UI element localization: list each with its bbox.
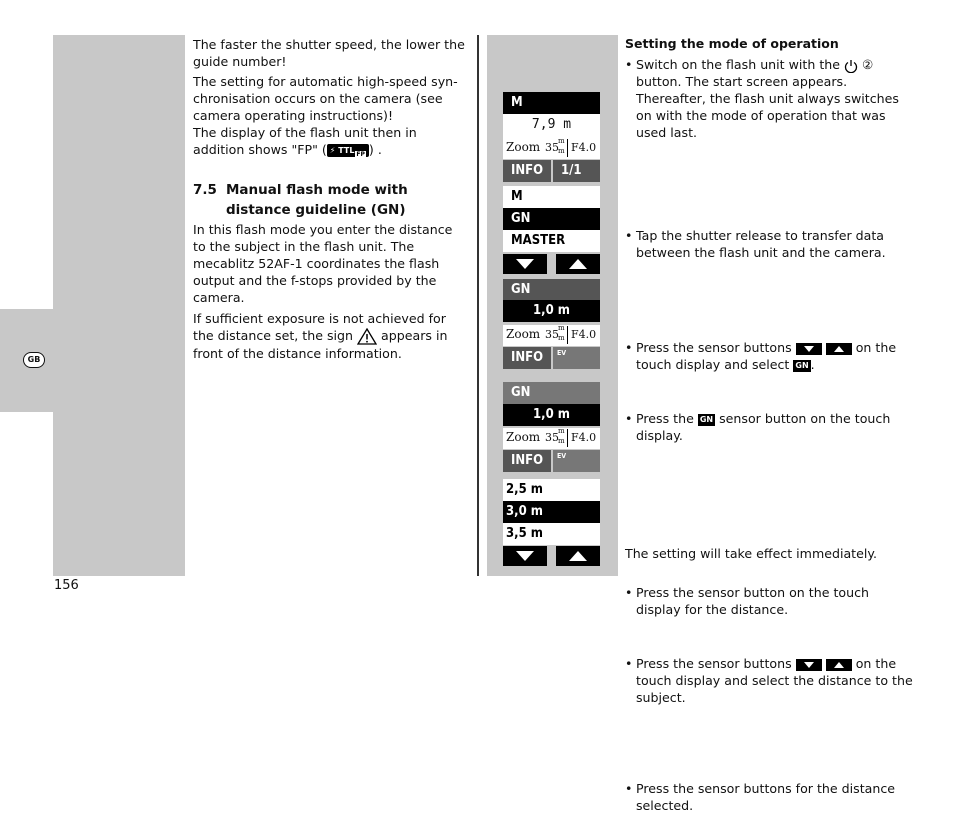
distance-readout[interactable]: 1,0 m bbox=[503, 300, 600, 322]
arrow-down-icon bbox=[503, 546, 547, 566]
instruction-item bbox=[625, 339, 911, 373]
section-title: Manual flash mode with distance guideline (GN) bbox=[226, 182, 408, 218]
mode-bar[interactable]: M bbox=[503, 92, 600, 114]
zoom-label: Zoom bbox=[506, 327, 541, 341]
instruction-item bbox=[625, 780, 906, 814]
instruction-text: Press the sensor buttons bbox=[636, 656, 792, 671]
flash-icon: ⚡ bbox=[329, 146, 336, 155]
distance-option-selected[interactable]: 3,0 m bbox=[503, 501, 600, 523]
gn-badge: GN bbox=[699, 414, 714, 424]
ttl-fp-icon bbox=[327, 144, 369, 157]
warning-triangle-icon bbox=[357, 328, 377, 345]
info-button[interactable]: INFO bbox=[503, 450, 551, 472]
zoom-unit: m bbox=[558, 334, 565, 342]
divider bbox=[567, 429, 568, 447]
bullet: • bbox=[625, 411, 633, 426]
menu-item-master[interactable]: MASTER bbox=[503, 230, 600, 252]
mode-bar[interactable]: GN bbox=[503, 382, 600, 404]
left-margin-panel bbox=[53, 35, 185, 576]
zoom-label: Zoom bbox=[506, 430, 541, 444]
paragraph-text: The display of the flash unit then in addition shows "FP" ( bbox=[193, 125, 417, 157]
zoom-unit: m bbox=[558, 324, 565, 332]
instruction-item bbox=[625, 227, 906, 261]
zoom-unit: m bbox=[558, 427, 565, 435]
distance-readout[interactable]: 1,0 m bbox=[503, 404, 600, 426]
instruction-text: on the touch display and select bbox=[636, 340, 897, 372]
zoom-row bbox=[503, 428, 600, 449]
paragraph: The setting for automatic high-speed syn-chronisation occurs on the camera (see camera operating instructions)! bbox=[193, 74, 458, 123]
arrow-up-button[interactable] bbox=[556, 254, 600, 274]
arrow-up-icon bbox=[556, 254, 600, 274]
bullet: • bbox=[625, 228, 633, 243]
page-number: 156 bbox=[54, 578, 79, 593]
mode-bar[interactable]: GN bbox=[503, 279, 600, 301]
info-button[interactable]: INFO bbox=[503, 347, 551, 369]
ev-button[interactable]: EV bbox=[553, 347, 600, 369]
instruction-text: Press the sensor button on the touch display for the distance. bbox=[636, 585, 869, 617]
zoom-value: 35 bbox=[545, 141, 559, 154]
zoom-value: 35 bbox=[545, 431, 559, 444]
bullet: • bbox=[625, 656, 633, 671]
instruction-text: Switch on the flash unit with the bbox=[636, 57, 840, 72]
gn-badge: GN bbox=[795, 360, 809, 370]
bullet: • bbox=[625, 340, 633, 355]
paragraph: The faster the shutter speed, the lower the guide number! bbox=[193, 37, 465, 69]
ttl-label: TTL bbox=[338, 146, 355, 155]
menu-item-m[interactable]: M bbox=[503, 186, 600, 208]
arrow-down-icon bbox=[503, 254, 547, 274]
instruction-text: Press the bbox=[636, 411, 694, 426]
zoom-unit: m bbox=[558, 147, 565, 155]
paragraph-text: ) . bbox=[368, 142, 382, 157]
instruction-text: button. The start screen appears. Thereafter, the flash unit always switches on with the mode of operation that was used last. bbox=[636, 74, 899, 140]
column-divider bbox=[477, 35, 479, 576]
instruction-text: . bbox=[810, 357, 815, 372]
distance-option[interactable]: 2,5 m bbox=[503, 479, 600, 501]
aperture-value: F4.0 bbox=[571, 141, 597, 154]
arrow-down-icon bbox=[796, 659, 822, 671]
instruction-item bbox=[625, 410, 911, 444]
instruction-text: Press the sensor buttons bbox=[636, 340, 792, 355]
zoom-unit: m bbox=[558, 437, 565, 445]
section-subheading: Setting the mode of operation bbox=[625, 36, 839, 51]
menu-item-gn[interactable]: GN bbox=[503, 208, 600, 230]
section-heading bbox=[193, 180, 465, 220]
zoom-unit: m bbox=[558, 137, 565, 145]
paragraph: In this flash mode you enter the distance to the subject in the flash unit. The mecablitz 52AF-1 coordinates the flash output and the f-stops provided by the camera. bbox=[193, 222, 453, 305]
closing-note: The setting will take effect immediately. bbox=[625, 546, 878, 561]
aperture-value: F4.0 bbox=[571, 328, 597, 341]
zoom-label: Zoom bbox=[506, 140, 541, 154]
zoom-value: 35 bbox=[545, 328, 559, 341]
ratio-button[interactable]: 1/1 bbox=[553, 160, 600, 182]
arrow-down-icon bbox=[796, 343, 822, 355]
instruction-item bbox=[625, 584, 906, 618]
bullet: • bbox=[625, 585, 633, 600]
left-column bbox=[193, 36, 465, 362]
circled-number: ② bbox=[862, 57, 874, 72]
aperture-value: F4.0 bbox=[571, 431, 597, 444]
zoom-row bbox=[503, 325, 600, 346]
arrow-up-icon bbox=[826, 343, 852, 355]
distance-readout: 7,9 m bbox=[503, 114, 600, 138]
distance-option[interactable]: 3,5 m bbox=[503, 523, 600, 545]
instruction-text: Press the sensor buttons for the distance selected. bbox=[636, 781, 896, 813]
info-button[interactable]: INFO bbox=[503, 160, 551, 182]
instruction-item bbox=[625, 655, 914, 706]
power-icon bbox=[844, 59, 858, 73]
paragraph-text: If sufficient exposure is not achieved for the distance set, the sign bbox=[193, 311, 446, 343]
arrow-up-icon bbox=[556, 546, 600, 566]
instruction-text: Tap the shutter release to transfer data between the flash unit and the camera. bbox=[636, 228, 886, 260]
paragraph bbox=[193, 124, 465, 158]
arrow-down-button[interactable] bbox=[503, 254, 547, 274]
zoom-row bbox=[503, 138, 600, 159]
fp-label: FP bbox=[356, 150, 365, 158]
divider bbox=[567, 139, 568, 157]
divider bbox=[567, 326, 568, 344]
bullet: • bbox=[625, 781, 633, 796]
bullet: • bbox=[625, 57, 633, 72]
paragraph bbox=[193, 310, 465, 362]
section-number: 7.5 bbox=[193, 182, 217, 198]
arrow-down-button[interactable] bbox=[503, 546, 547, 566]
instruction-text: on the touch display and select the distance to the subject. bbox=[636, 656, 913, 705]
paragraph-text: appears in front of the distance information. bbox=[193, 328, 448, 361]
ev-button[interactable]: EV bbox=[553, 450, 600, 472]
arrow-up-icon bbox=[826, 659, 852, 671]
language-badge: GB bbox=[23, 352, 45, 368]
arrow-up-button[interactable] bbox=[556, 546, 600, 566]
instruction-item bbox=[625, 56, 906, 141]
instruction-text: sensor button on the touch display. bbox=[636, 411, 891, 443]
